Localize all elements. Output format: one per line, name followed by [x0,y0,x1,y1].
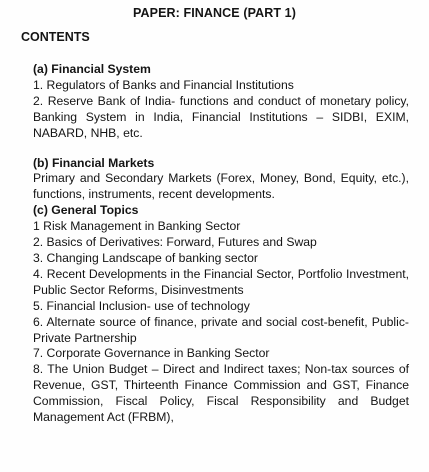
section-b-heading: (b) Financial Markets [33,155,155,170]
section-c-item-2: 2. Basics of Derivatives: Forward, Futures and Swap [33,235,317,250]
document-body [33,62,409,426]
section-a-heading: (a) Financial System [33,62,151,76]
section-b-item-1: Primary and Secondary Markets (Forex, Money, Bond, Equity, etc.), functions, instruments, recent developments. [33,171,409,202]
section-c-item-8: 8. The Union Budget – Direct and Indirect taxes; Non-tax sources of Revenue, GST, Thirteenth Finance Commission and GST, Finance Commission, Fiscal Policy, Fiscal Responsibility and Budget Management Act (FRBM), [33,362,409,425]
section-a-item-2: 2. Reserve Bank of India- functions and conduct of monetary policy, Banking System in India, Financial Institutions – SIDBI, EXIM, NABARD, NHB, etc. [33,93,409,140]
section-c-item-4: 4. Recent Developments in the Financial Sector, Portfolio Investment, Public Sector Reforms, Disinvestments [33,266,409,297]
section-c-item-5: 5. Financial Inclusion- use of technology [33,298,250,313]
section-c-item-1: 1 Risk Management in Banking Sector [33,219,241,234]
contents-heading: CONTENTS [21,30,90,44]
section-a-item-1: 1. Regulators of Banks and Financial Institutions [33,77,294,92]
section-c-heading: (c) General Topics [33,203,139,218]
section-spacer [33,142,409,156]
section-c-item-6: 6. Alternate source of finance, private and social cost-benefit, Public-Private Partnership [33,314,409,345]
paper-title: PAPER: FINANCE (PART 1) [133,6,296,20]
section-c-item-7: 7. Corporate Governance in Banking Sector [33,346,270,361]
section-c-item-3: 3. Changing Landscape of banking sector [33,250,258,265]
